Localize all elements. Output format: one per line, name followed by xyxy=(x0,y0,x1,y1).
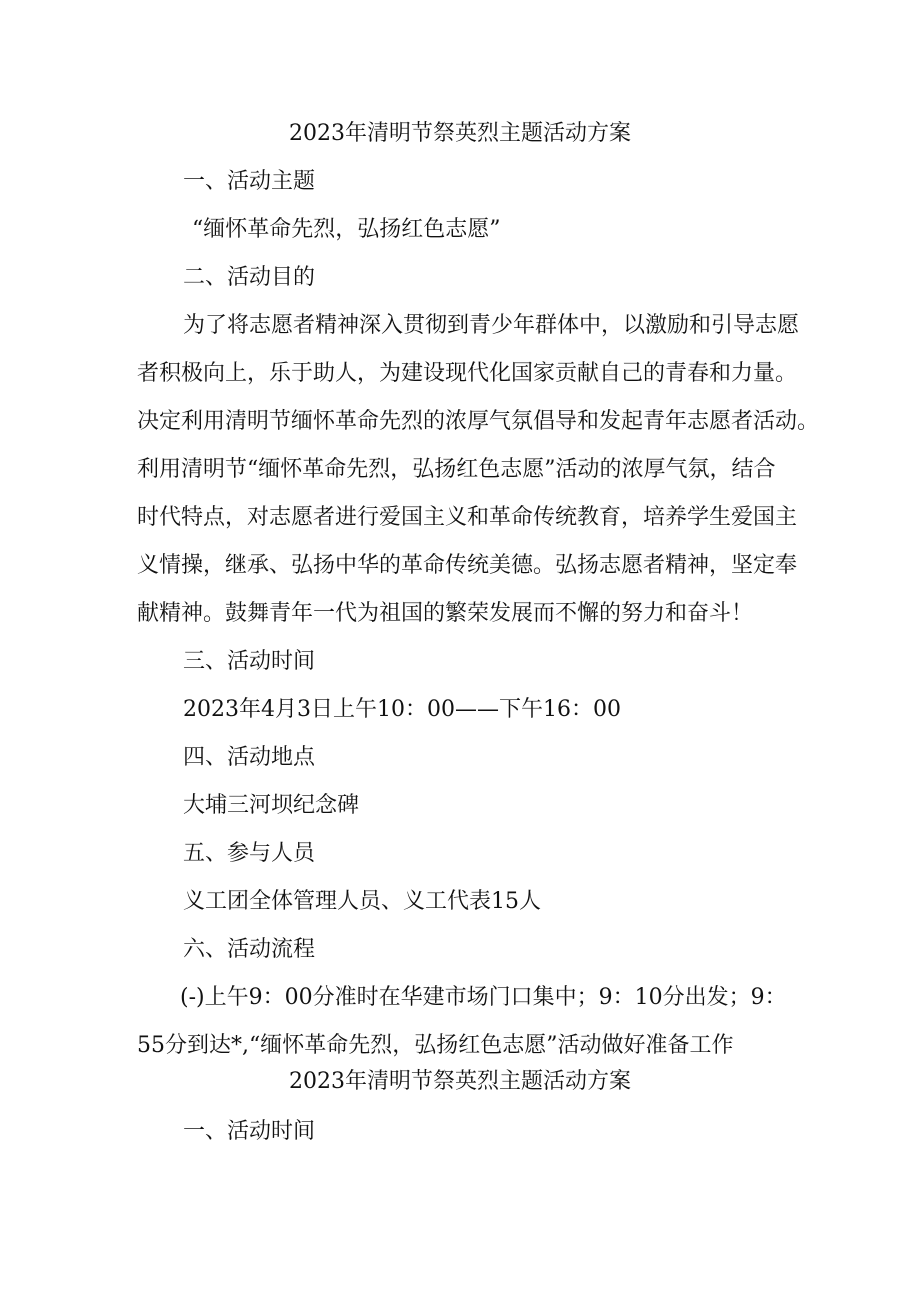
process-paragraph-line: (-)上午9：00分准时在华建市场门口集中；9：10分出发；9： xyxy=(180,985,787,1010)
section-heading-time: 三、活动时间 xyxy=(183,649,316,674)
document-title-repeat: 2023年清明节祭英烈主题活动方案 xyxy=(289,1069,631,1094)
section-heading-time-repeat: 一、活动时间 xyxy=(183,1119,316,1144)
participants-text: 义工团全体管理人员、义工代表15人 xyxy=(183,889,541,914)
purpose-paragraph-line: 时代特点，对志愿者进行爱国主义和革命传统教育，培养学生爱国主 xyxy=(137,505,798,530)
purpose-paragraph-line: 义情操，继承、弘扬中华的革命传统美德。弘扬志愿者精神，坚定奉 xyxy=(137,553,798,578)
section-heading-purpose: 二、活动目的 xyxy=(183,265,316,290)
purpose-paragraph-line: 献精神。鼓舞青年一代为祖国的繁荣发展而不懈的努力和奋斗！ xyxy=(137,601,754,626)
purpose-paragraph-line: 利用清明节“缅怀革命先烈，弘扬红色志愿”活动的浓厚气氛，结合 xyxy=(137,457,776,482)
section-heading-participants: 五、参与人员 xyxy=(183,841,316,866)
purpose-paragraph-line: 决定利用清明节缅怀革命先烈的浓厚气氛倡导和发起青年志愿者活动。 xyxy=(137,409,820,434)
purpose-paragraph-line: 者积极向上，乐于助人，为建设现代化国家贡献自己的青春和力量。 xyxy=(137,361,798,386)
document-title: 2023年清明节祭英烈主题活动方案 xyxy=(289,121,631,146)
activity-location-text: 大埔三河坝纪念碑 xyxy=(183,793,360,818)
section-heading-process: 六、活动流程 xyxy=(183,937,316,962)
activity-time-text: 2023年4月3日上午10：00——下午16：00 xyxy=(183,697,621,722)
section-heading-theme: 一、活动主题 xyxy=(183,169,316,194)
section-heading-location: 四、活动地点 xyxy=(183,745,316,770)
theme-quote: “缅怀革命先烈，弘扬红色志愿” xyxy=(192,217,501,242)
purpose-paragraph-line: 为了将志愿者精神深入贯彻到青少年群体中，以激励和引导志愿 xyxy=(183,313,800,338)
process-paragraph-line: 55分到达*,“缅怀革命先烈，弘扬红色志愿”活动做好准备工作 xyxy=(137,1033,734,1058)
